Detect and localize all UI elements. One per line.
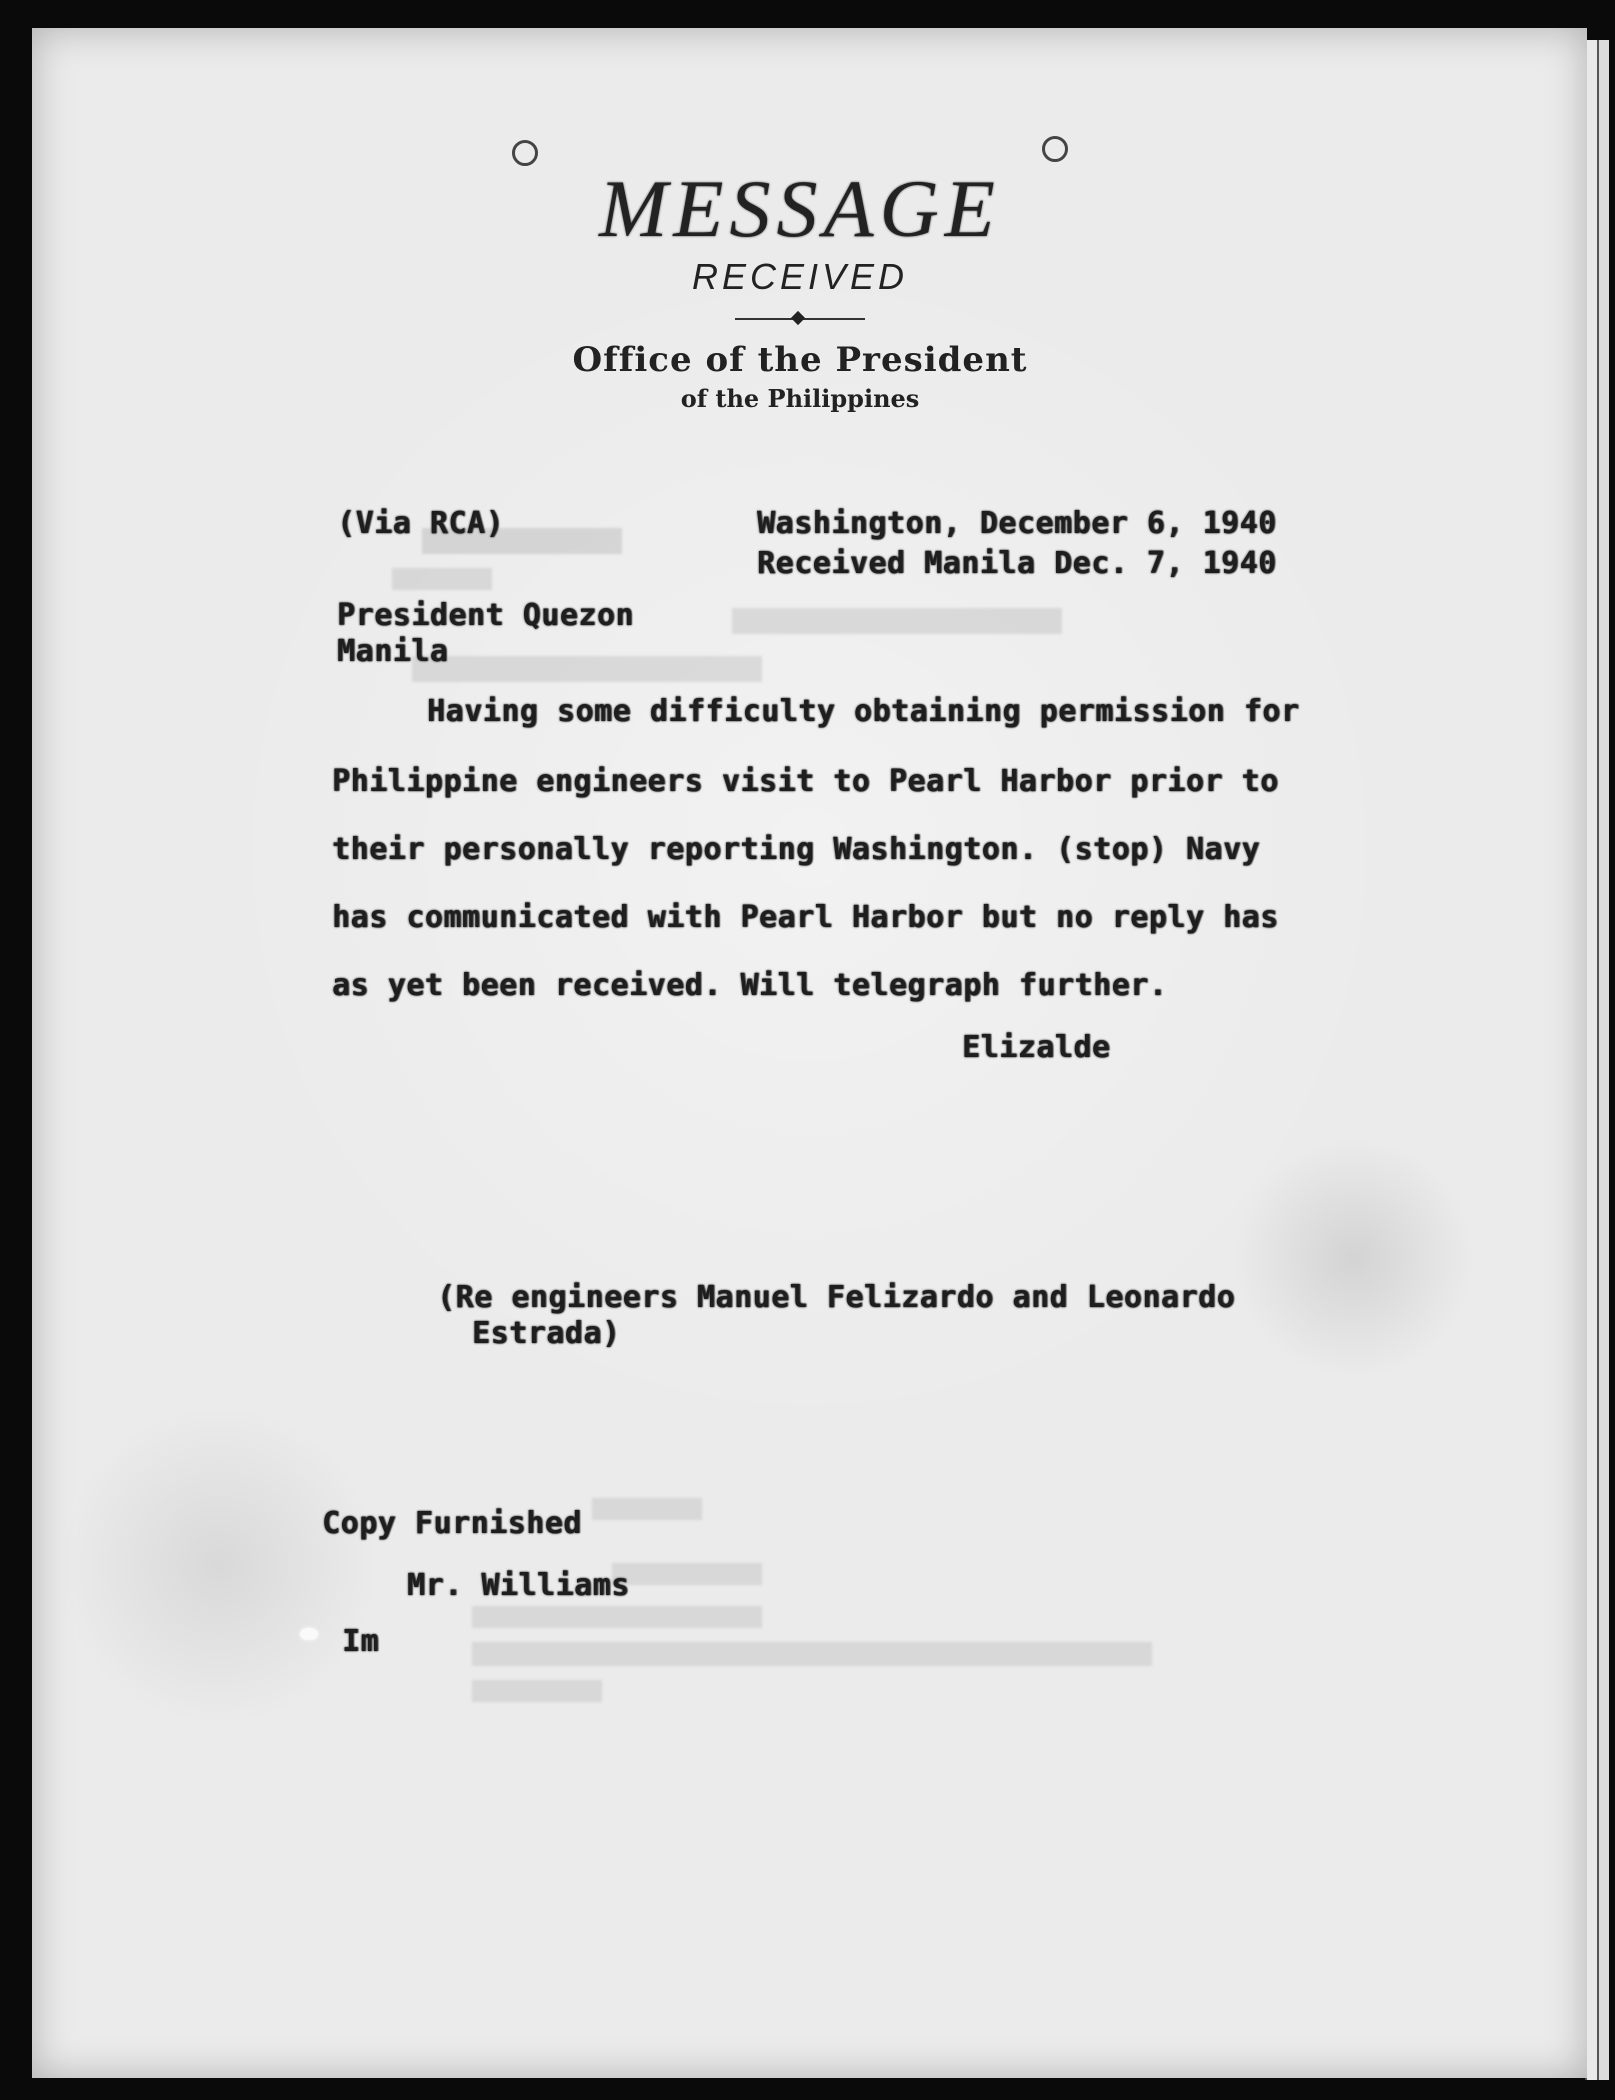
typist-initials: Im bbox=[342, 1624, 380, 1659]
letterhead-ornament-left bbox=[512, 140, 538, 166]
reference-line-2: Estrada) bbox=[472, 1316, 621, 1351]
copy-furnished-label: Copy Furnished bbox=[322, 1506, 582, 1541]
reference-line-1: (Re engineers Manuel Felizardo and Leonardo bbox=[437, 1280, 1236, 1315]
body-line: has communicated with Pearl Harbor but no reply has bbox=[332, 900, 1279, 935]
bleed-through-mark bbox=[472, 1680, 602, 1702]
sent-date: Washington, December 6, 1940 bbox=[757, 506, 1277, 541]
letterhead-subtitle: RECEIVED bbox=[691, 256, 909, 297]
body-line: Having some difficulty obtaining permission for bbox=[427, 694, 1300, 729]
bleed-through-mark bbox=[472, 1642, 1152, 1666]
received-date: Received Manila Dec. 7, 1940 bbox=[757, 546, 1277, 581]
diamond-icon bbox=[791, 311, 805, 325]
addressee-city: Manila bbox=[337, 634, 449, 669]
letterhead-ornament-right bbox=[1042, 136, 1068, 162]
body-line: Philippine engineers visit to Pearl Harbor prior to bbox=[332, 764, 1279, 799]
letterhead bbox=[460, 163, 1140, 413]
paper-blemish bbox=[300, 1628, 318, 1640]
letterhead-country: of the Philippines bbox=[680, 384, 920, 413]
bleed-through-mark bbox=[732, 608, 1062, 634]
via-line: (Via RCA) bbox=[337, 506, 505, 541]
bleed-through-mark bbox=[472, 1606, 762, 1628]
letterhead-divider bbox=[735, 312, 865, 326]
bleed-through-mark bbox=[612, 1563, 762, 1585]
bleed-through-mark bbox=[592, 1498, 702, 1520]
bleed-through-mark bbox=[412, 656, 762, 682]
letterhead-title: MESSAGE bbox=[599, 163, 1001, 254]
body-line: their personally reporting Washington. (stop) Navy bbox=[332, 832, 1261, 867]
signature: Elizalde bbox=[962, 1030, 1111, 1065]
body-line: as yet been received. Will telegraph further. bbox=[332, 968, 1168, 1003]
addressee-name: President Quezon bbox=[337, 598, 634, 633]
page-edge bbox=[1597, 40, 1609, 2080]
message-page bbox=[32, 28, 1587, 2078]
copy-recipient: Mr. Williams bbox=[407, 1568, 630, 1603]
bleed-through-mark bbox=[392, 568, 492, 590]
letterhead-office: Office of the President bbox=[572, 340, 1028, 380]
